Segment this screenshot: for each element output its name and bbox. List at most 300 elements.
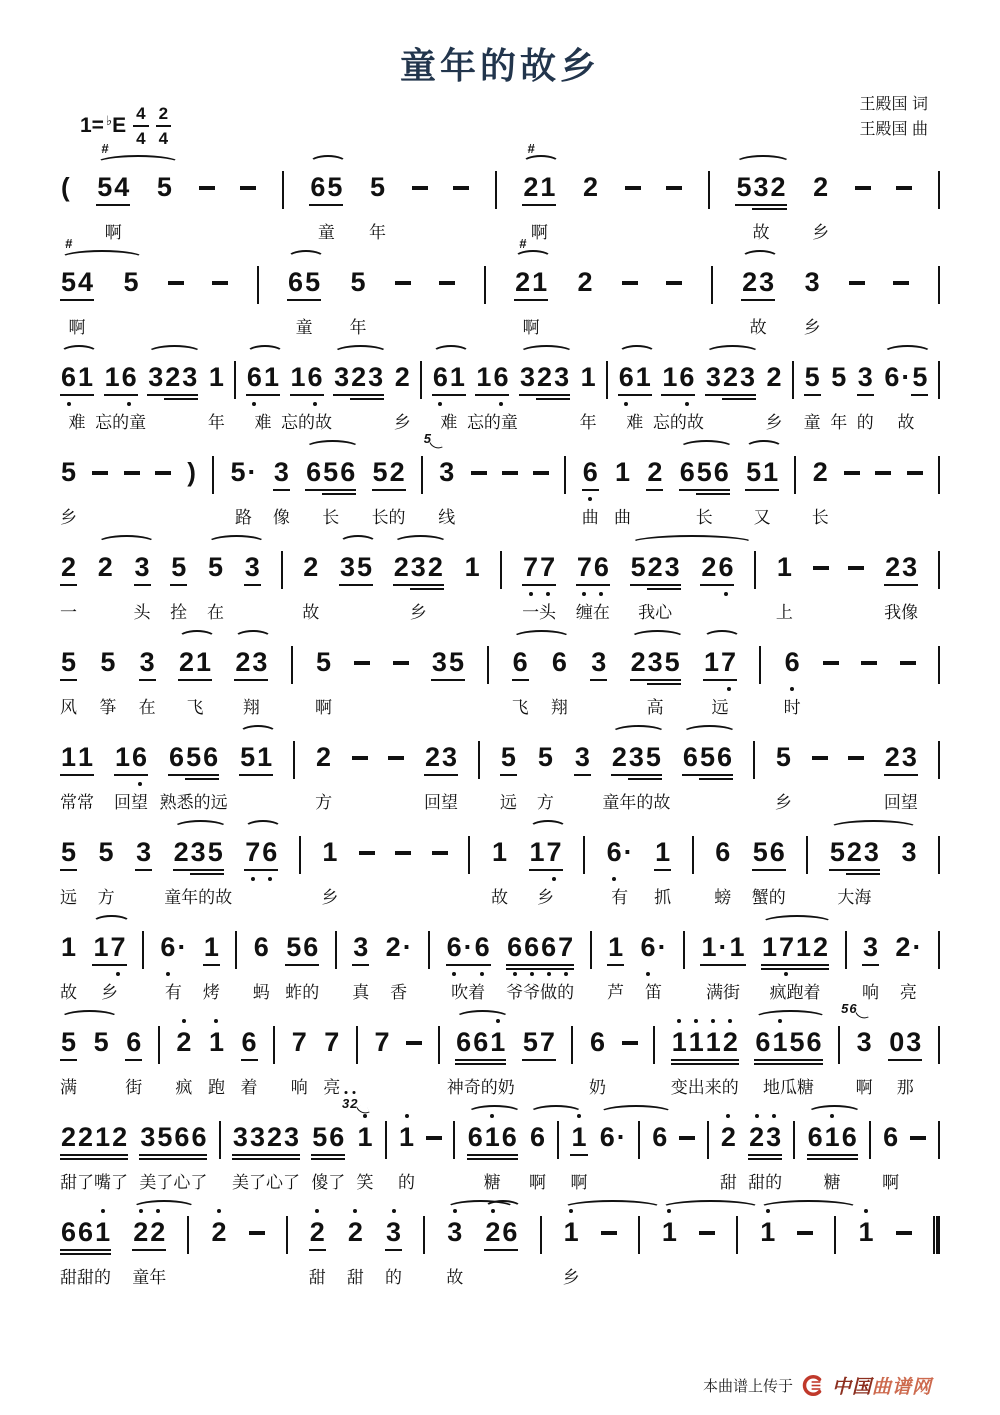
slur-arc xyxy=(287,250,325,266)
barline xyxy=(793,1121,795,1159)
note-digit: 5 xyxy=(664,647,680,677)
note-digit: 5 xyxy=(240,742,256,772)
note-digit: 6 xyxy=(329,1122,345,1152)
duration-underline xyxy=(607,964,624,966)
octave-dot-below xyxy=(612,877,616,881)
note-digit: 5 xyxy=(61,457,77,487)
grace-digit: 6 xyxy=(849,1001,857,1016)
note-part xyxy=(537,741,554,773)
note-token xyxy=(682,741,733,773)
note-digit: 5 xyxy=(61,1027,77,1057)
slur-arc xyxy=(529,1105,583,1121)
note-token xyxy=(369,171,386,242)
barline xyxy=(938,646,940,684)
note-group xyxy=(273,456,290,488)
note-token xyxy=(164,836,233,907)
note-part xyxy=(60,646,77,678)
note-token xyxy=(884,551,919,622)
barline xyxy=(299,836,301,874)
grace-notes xyxy=(342,1097,368,1115)
note-group xyxy=(132,1216,166,1248)
dash-note xyxy=(352,756,368,760)
note-digit: 6 xyxy=(307,361,324,393)
note-digit: 3 xyxy=(353,932,369,962)
note-token xyxy=(139,1121,208,1192)
note-part xyxy=(339,551,373,583)
note-part xyxy=(246,361,280,393)
notes-row xyxy=(60,431,940,527)
note-token xyxy=(652,361,704,432)
note-digit: 7 xyxy=(539,1027,555,1057)
note-part xyxy=(60,931,77,963)
note-part xyxy=(139,1121,207,1153)
note-part xyxy=(807,1121,858,1153)
note-group xyxy=(884,551,918,583)
note-part xyxy=(830,361,847,393)
note-digit: 6 xyxy=(540,931,557,963)
note-digit: 5 xyxy=(448,647,464,677)
note-part xyxy=(241,1026,258,1058)
duration-underline xyxy=(455,1059,506,1061)
octave-dot-below xyxy=(685,402,689,406)
slur-arc xyxy=(147,345,202,361)
duration-underline xyxy=(446,964,491,966)
note-part xyxy=(178,646,212,678)
note-part xyxy=(322,456,356,488)
note-digit: 3 xyxy=(273,457,289,487)
lyric: 满街 xyxy=(705,983,740,1002)
note-part xyxy=(856,1026,873,1058)
lyric: 难 xyxy=(254,413,272,432)
dash-note xyxy=(849,281,865,285)
note-token xyxy=(581,456,599,527)
note-part xyxy=(582,456,599,488)
note-group xyxy=(475,361,509,393)
duration-underline xyxy=(506,968,574,970)
note-group xyxy=(661,361,695,393)
note-digit: 5 xyxy=(736,172,752,202)
note-digit: 5 xyxy=(537,742,553,772)
note-group xyxy=(614,456,631,488)
note-part xyxy=(170,551,187,583)
note-group xyxy=(519,361,570,393)
note-part xyxy=(846,836,880,868)
song-title: 童年的故乡 xyxy=(399,45,600,86)
lyric: 忘的童 xyxy=(466,413,518,432)
note-digit: 2 xyxy=(895,932,911,962)
note-group xyxy=(114,741,148,773)
lyric: 乡 xyxy=(101,983,118,1002)
note-digit: 1 xyxy=(532,267,548,297)
note-digit: · xyxy=(402,932,412,962)
lyric: 乡 xyxy=(409,603,427,622)
note-digit: 6 xyxy=(126,1027,142,1057)
note-token xyxy=(60,1216,112,1287)
note-digit: · xyxy=(463,932,473,962)
dash-note xyxy=(907,471,923,475)
note-digit: 5 xyxy=(230,457,246,487)
note-group xyxy=(239,741,273,773)
note-token xyxy=(385,1216,403,1287)
lyric: 童 xyxy=(803,413,821,432)
note-token xyxy=(244,551,261,583)
note-token xyxy=(244,836,278,868)
note-token xyxy=(96,141,130,242)
grace-digit: 2 xyxy=(350,1097,358,1110)
note-group xyxy=(607,931,624,963)
note-token xyxy=(60,456,78,527)
lyric: 的 xyxy=(398,1173,416,1192)
note-part xyxy=(661,1216,678,1248)
duration-underline xyxy=(807,1158,858,1160)
lyric: 爷爷做的 xyxy=(506,983,575,1002)
duration-underline xyxy=(911,394,928,396)
note-digit: 7 xyxy=(374,1027,390,1057)
duration-underline xyxy=(761,964,829,966)
note-group xyxy=(884,741,918,773)
note-part xyxy=(577,266,594,298)
note-group xyxy=(60,1121,128,1153)
note-part xyxy=(829,836,846,868)
lyric: 啊 xyxy=(570,1173,588,1192)
duration-underline xyxy=(862,964,879,966)
note-group xyxy=(761,931,829,963)
barline xyxy=(683,931,685,969)
note-digit: 2 xyxy=(175,1026,192,1058)
lyric: 啊 xyxy=(315,698,333,717)
system-line xyxy=(60,431,940,551)
note-part xyxy=(741,266,775,298)
note-token xyxy=(333,361,384,393)
notes-row xyxy=(60,1001,940,1097)
note-group xyxy=(754,1026,822,1058)
note-group xyxy=(99,646,116,678)
note-part xyxy=(862,931,879,963)
note-token xyxy=(207,361,225,432)
duration-underline xyxy=(512,679,529,681)
note-digit: · xyxy=(616,1122,626,1152)
note-group xyxy=(139,646,156,678)
dash-note xyxy=(848,756,864,760)
note-part xyxy=(60,361,94,393)
octave-dot-above xyxy=(772,1114,776,1118)
lyric: 螃 xyxy=(714,888,732,907)
octave-dot-below xyxy=(530,972,534,976)
note-part xyxy=(647,551,681,583)
note-digit: 6 xyxy=(246,361,263,393)
note-group xyxy=(398,1121,415,1153)
barline xyxy=(707,1121,709,1159)
duration-underline xyxy=(741,299,775,301)
note-group xyxy=(512,646,529,678)
note-part xyxy=(60,551,77,583)
duration-underline xyxy=(536,398,570,400)
barline xyxy=(487,646,489,684)
duration-underline xyxy=(611,774,628,776)
note-digit: 7 xyxy=(244,836,261,868)
lyric: 故 xyxy=(302,603,320,622)
note-group xyxy=(671,1026,739,1058)
note-group xyxy=(856,1026,873,1058)
lyric: 芦 xyxy=(607,983,625,1002)
slur-arc xyxy=(92,915,130,931)
note-part xyxy=(894,931,922,963)
note-token xyxy=(446,1026,515,1097)
barline xyxy=(792,361,794,399)
octave-dot-below xyxy=(727,687,731,691)
note-digit: 5 xyxy=(156,172,172,202)
note-digit: 3 xyxy=(136,837,152,867)
note-part xyxy=(125,1026,142,1058)
note-token xyxy=(302,551,320,622)
note-digit: 3 xyxy=(410,552,426,582)
octave-dot-above xyxy=(344,1091,347,1094)
note-token xyxy=(125,1026,143,1097)
dash-note xyxy=(813,566,829,570)
note-group xyxy=(830,361,847,393)
note-digit: 5 xyxy=(100,647,116,677)
note-part xyxy=(60,1121,128,1153)
lyric: 远 xyxy=(60,888,78,907)
note-part xyxy=(357,1121,374,1153)
note-digit: · xyxy=(623,837,633,867)
duration-underline xyxy=(590,679,607,681)
note-token xyxy=(202,931,220,1002)
note-digit: 4 xyxy=(78,267,94,297)
note-digit: 5 xyxy=(831,362,847,392)
note-group xyxy=(147,361,198,393)
duration-underline xyxy=(372,489,406,491)
note-group xyxy=(234,646,268,678)
note-part xyxy=(99,646,116,678)
octave-dot-below xyxy=(588,497,592,501)
duration-underline xyxy=(60,299,94,301)
duration-underline xyxy=(164,398,198,400)
note-digit: 1 xyxy=(78,362,94,392)
credits xyxy=(860,93,928,143)
note-digit: 1 xyxy=(104,362,120,392)
barline xyxy=(638,1216,640,1254)
note-digit: · xyxy=(247,457,257,487)
barline xyxy=(142,931,144,969)
lyric: 在 xyxy=(138,698,156,717)
barline xyxy=(478,741,480,779)
note-digit: 3 xyxy=(284,1122,300,1152)
lyric: 甜甜的 xyxy=(60,1268,112,1287)
note-token xyxy=(670,1026,739,1097)
dash-note xyxy=(199,186,215,190)
note-digit: 1 xyxy=(580,362,596,392)
note-digit: 2 xyxy=(97,552,113,582)
barline xyxy=(638,1121,640,1159)
duration-underline xyxy=(703,679,737,681)
note-part xyxy=(159,931,187,963)
barline xyxy=(428,931,430,969)
note-group xyxy=(309,1216,326,1248)
note-digit: 2 xyxy=(885,552,901,582)
lyricist-credit: 王殿国 词 xyxy=(859,96,928,113)
barline xyxy=(753,741,755,779)
note-group xyxy=(522,171,556,203)
system-line xyxy=(60,1216,940,1311)
note-digit: 3 xyxy=(647,647,663,677)
octave-dot-above xyxy=(864,1209,868,1213)
note-digit: 6 xyxy=(288,267,304,297)
note-group xyxy=(347,1216,364,1248)
dash-note xyxy=(92,471,108,475)
note-group xyxy=(60,1026,77,1058)
note-digit: 2 xyxy=(266,1122,282,1152)
note-group xyxy=(829,836,880,868)
note-part xyxy=(705,361,722,393)
duration-underline xyxy=(467,1158,518,1160)
duration-underline xyxy=(700,964,745,966)
lyric: 远 xyxy=(499,793,517,812)
note-group xyxy=(640,931,668,963)
note-digit: 6 xyxy=(159,931,176,963)
dash-note xyxy=(622,281,638,285)
dash-note xyxy=(155,471,171,475)
lyric: 方 xyxy=(97,888,115,907)
note-token xyxy=(309,171,343,242)
lyric: 糖 xyxy=(483,1173,501,1192)
note-group xyxy=(630,551,681,583)
note-digit: 6 xyxy=(340,457,356,487)
duration-underline xyxy=(700,584,734,586)
system-line xyxy=(60,646,940,741)
dash-note xyxy=(900,661,916,665)
note-group xyxy=(500,741,517,773)
barline xyxy=(583,836,585,874)
note-part xyxy=(752,836,786,868)
note-token xyxy=(522,141,556,242)
note-token xyxy=(570,1121,588,1192)
note-digit: 2 xyxy=(165,362,181,392)
note-digit: 2 xyxy=(303,552,319,582)
note-token xyxy=(654,836,672,907)
lyric: 乡 xyxy=(774,793,792,812)
note-token xyxy=(490,836,508,907)
lyric: 方 xyxy=(536,793,554,812)
note-token xyxy=(60,361,94,432)
note-part xyxy=(679,456,696,488)
note-part xyxy=(394,361,411,393)
note-token xyxy=(745,456,779,527)
note-part xyxy=(122,266,139,298)
note-part xyxy=(321,836,338,868)
note-digit: 1 xyxy=(203,932,219,962)
note-group xyxy=(522,551,556,583)
note-digit: 6 xyxy=(652,1122,668,1152)
note-digit: 5 xyxy=(305,267,321,297)
note-token xyxy=(536,741,554,812)
note-digit: 1 xyxy=(257,742,273,772)
note-group xyxy=(651,1121,668,1153)
note-part xyxy=(164,361,198,393)
note-group xyxy=(812,171,829,203)
lyric: 乡 xyxy=(765,413,783,432)
note-token xyxy=(703,646,737,717)
lyric: 乡 xyxy=(537,888,555,907)
site-name-primary: 中国 xyxy=(831,1377,872,1398)
lyric: 曲 xyxy=(581,508,599,527)
octave-dot-above xyxy=(315,1209,319,1213)
note-digit: 3 xyxy=(628,742,644,772)
barline xyxy=(420,361,422,399)
duration-underline xyxy=(173,869,190,871)
note-token xyxy=(60,236,94,337)
note-digit: 1 xyxy=(196,647,212,677)
note-part xyxy=(514,266,548,298)
lyric: 甜 xyxy=(308,1268,326,1287)
octave-dot-below xyxy=(313,402,317,406)
note-digit: 6 xyxy=(618,361,635,393)
lyric: 啊 xyxy=(104,223,122,242)
note-group xyxy=(455,1026,506,1058)
note-digit: 2 xyxy=(583,172,599,202)
note-token xyxy=(147,361,198,393)
note-part xyxy=(491,836,508,868)
duration-underline xyxy=(722,398,756,400)
note-digit: 2 xyxy=(611,742,627,772)
notes-row xyxy=(60,1216,940,1287)
lyric: 乡 xyxy=(562,1268,580,1287)
duration-underline xyxy=(654,869,671,871)
duration-underline xyxy=(500,774,517,776)
duration-underline xyxy=(735,204,752,206)
barline xyxy=(257,266,259,304)
duration-underline xyxy=(246,394,280,396)
lyric: 乡 xyxy=(60,508,78,527)
note-group xyxy=(900,836,917,868)
note-part xyxy=(630,551,647,583)
note-digit: 3 xyxy=(856,1027,872,1057)
note-digit: 5 xyxy=(775,742,791,772)
dash-note xyxy=(412,186,428,190)
note-group xyxy=(229,456,257,488)
note-token xyxy=(229,456,257,527)
note-digit: 3 xyxy=(520,362,536,392)
note-part xyxy=(60,836,77,868)
time-signature-2 xyxy=(156,105,171,147)
note-part xyxy=(323,1026,340,1058)
note-digit: 6 xyxy=(582,456,599,488)
note-part xyxy=(431,646,465,678)
note-digit: 6 xyxy=(492,361,509,393)
note-digit: 1 xyxy=(671,1026,688,1058)
note-part xyxy=(522,551,556,583)
note-part xyxy=(735,171,752,203)
lyric: 乡 xyxy=(803,318,821,337)
note-group xyxy=(570,1121,587,1153)
duration-underline xyxy=(410,584,444,586)
note-token xyxy=(170,551,188,622)
note-token xyxy=(499,741,517,812)
grace-hook xyxy=(430,438,443,451)
note-part xyxy=(229,456,257,488)
note-group xyxy=(646,456,663,488)
duration-underline xyxy=(203,964,220,966)
note-part xyxy=(309,1216,326,1248)
note-group xyxy=(812,456,829,488)
duration-underline xyxy=(529,869,563,871)
note-digit: 3 xyxy=(368,362,384,392)
note-token xyxy=(550,646,568,717)
slur-arc xyxy=(333,345,388,361)
note-part xyxy=(208,1026,225,1058)
barline xyxy=(158,1026,160,1064)
slur-arc xyxy=(178,630,216,646)
